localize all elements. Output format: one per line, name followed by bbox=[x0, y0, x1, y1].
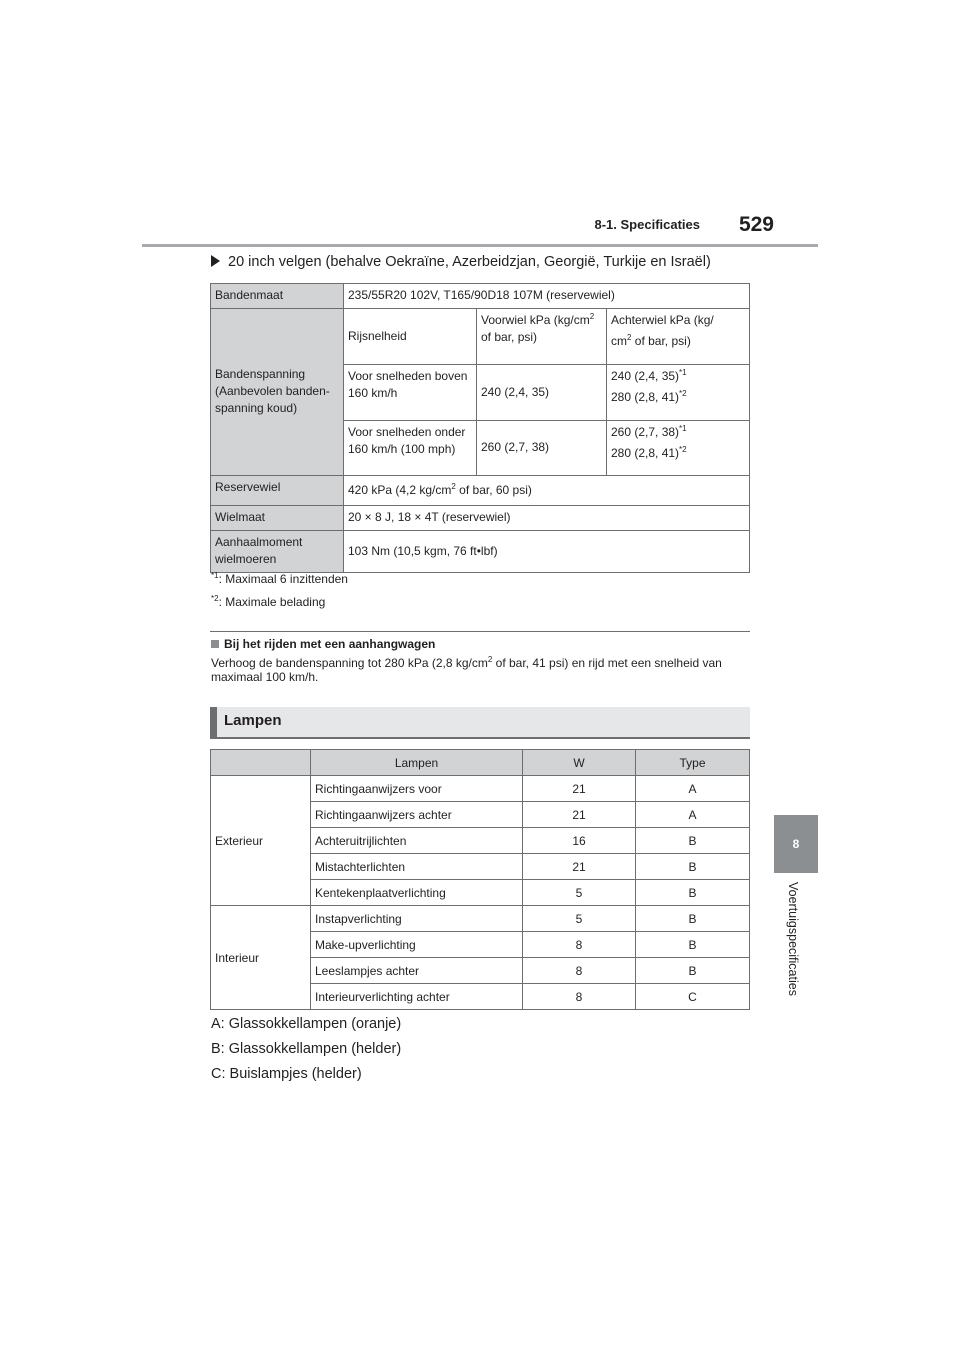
lamp-name: Richtingaanwijzers voor bbox=[311, 776, 523, 802]
superscript: 2 bbox=[451, 481, 456, 491]
torque-value: 103 Nm (10,5 kgm, 76 ft•lbf) bbox=[344, 531, 750, 573]
front-header-line: Voorwiel kPa (kg/cm bbox=[481, 313, 590, 327]
table-row bbox=[211, 776, 750, 802]
watt-column-header: W bbox=[523, 750, 636, 776]
lamps-heading bbox=[210, 707, 750, 739]
speed-line: Voor snelheden boven bbox=[348, 369, 468, 383]
tyre-size-label: Bandenmaat bbox=[211, 284, 344, 309]
footnote-mark: *1 bbox=[211, 571, 219, 580]
torque-label-line: Aanhaalmoment bbox=[215, 535, 303, 549]
footnote-mark: *2 bbox=[211, 594, 219, 603]
pressure-value: 280 (2,8, 41) bbox=[611, 446, 680, 460]
footnote-ref: *1 bbox=[679, 368, 687, 377]
footnote-ref: *2 bbox=[679, 445, 687, 454]
torque-label bbox=[211, 531, 344, 573]
trailer-text-part: Verhoog de bandenspanning tot 280 kPa (2,8 kg/cm bbox=[211, 656, 488, 670]
lamp-name: Achteruitrijlichten bbox=[311, 828, 523, 854]
superscript: 2 bbox=[487, 655, 493, 664]
pressure-value: 260 (2,7, 38) bbox=[611, 425, 680, 439]
lamp-name: Make-upverlichting bbox=[311, 932, 523, 958]
lamps-heading-text: Lampen bbox=[224, 712, 282, 729]
spare-value bbox=[344, 476, 750, 506]
lamp-type: B bbox=[636, 854, 750, 880]
lamp-name: Instapverlichting bbox=[311, 906, 523, 932]
chapter-number: 8 bbox=[792, 837, 800, 851]
tyre-subheading bbox=[211, 254, 711, 270]
front-header-line: of bar, psi) bbox=[481, 330, 538, 344]
lamp-watt: 5 bbox=[523, 906, 636, 932]
lamp-type: A bbox=[636, 802, 750, 828]
footnote-ref: *1 bbox=[679, 424, 687, 433]
footnote-1 bbox=[211, 572, 348, 586]
legend-b: B: Glassokkellampen (helder) bbox=[211, 1041, 402, 1057]
speed-line: Voor snelheden onder bbox=[348, 425, 466, 439]
page-number: 529 bbox=[738, 213, 774, 236]
table-row bbox=[211, 906, 750, 932]
lamp-name: Interieurverlichting achter bbox=[311, 984, 523, 1010]
rear-header-line: cm bbox=[611, 334, 627, 348]
superscript: 2 bbox=[627, 333, 632, 342]
lamp-watt: 21 bbox=[523, 854, 636, 880]
lamp-name: Kentekenplaatverlichting bbox=[311, 880, 523, 906]
footnote-text: : Maximale belading bbox=[218, 595, 326, 609]
empty-header-cell bbox=[211, 750, 311, 776]
spare-value-text: of bar, 60 psi) bbox=[455, 482, 532, 497]
table-row bbox=[211, 284, 750, 309]
speed-above-cell bbox=[344, 365, 477, 421]
tyre-subheading-text: 20 inch velgen (behalve Oekraïne, Azerbeidzjan, Georgië, Turkije en Israël) bbox=[228, 254, 711, 270]
heading-bar bbox=[210, 707, 217, 737]
table-row bbox=[211, 309, 750, 365]
superscript: 2 bbox=[589, 312, 595, 321]
lamp-type: B bbox=[636, 932, 750, 958]
pressure-value: 240 (2,4, 35) bbox=[611, 369, 680, 383]
lamp-watt: 21 bbox=[523, 776, 636, 802]
pressure-label-line: spanning koud) bbox=[215, 401, 298, 415]
spare-value-text: 420 kPa (4,2 kg/cm bbox=[348, 482, 452, 497]
section-title: 8-1. Specificaties bbox=[594, 217, 700, 232]
pressure-label-line: (Aanbevolen banden- bbox=[215, 384, 330, 398]
square-bullet-icon bbox=[211, 640, 219, 648]
trailer-text bbox=[211, 656, 751, 684]
spare-label: Reservewiel bbox=[211, 476, 344, 506]
front-pressure-below: 260 (2,7, 38) bbox=[477, 421, 607, 476]
rear-column-header bbox=[607, 309, 750, 365]
pressure-value: 280 (2,8, 41) bbox=[611, 390, 680, 404]
rear-header-line: of bar, psi) bbox=[631, 334, 691, 348]
footnote-2 bbox=[211, 595, 325, 609]
tyre-pressure-label bbox=[211, 309, 344, 476]
lamps-table bbox=[210, 749, 750, 1010]
front-pressure-above: 240 (2,4, 35) bbox=[477, 365, 607, 421]
tyre-spec-table bbox=[210, 283, 750, 573]
legend-a: A: Glassokkellampen (oranje) bbox=[211, 1016, 402, 1032]
table-row bbox=[211, 531, 750, 573]
footnote-text: : Maximaal 6 inzittenden bbox=[218, 572, 348, 586]
lamp-type: B bbox=[636, 880, 750, 906]
lamp-watt: 5 bbox=[523, 880, 636, 906]
lamps-column-header: Lampen bbox=[311, 750, 523, 776]
speed-column-header: Rijsnelheid bbox=[344, 309, 477, 365]
wheel-size-label: Wielmaat bbox=[211, 506, 344, 531]
lamp-name: Leeslampjes achter bbox=[311, 958, 523, 984]
wheel-size-value: 20 × 8 J, 18 × 4T (reservewiel) bbox=[344, 506, 750, 531]
lamp-watt: 16 bbox=[523, 828, 636, 854]
torque-label-line: wielmoeren bbox=[215, 552, 277, 566]
chapter-title: Voertuigspecificaties bbox=[786, 882, 800, 996]
speed-below-cell bbox=[344, 421, 477, 476]
table-header-row bbox=[211, 750, 750, 776]
footnote-ref: *2 bbox=[679, 389, 687, 398]
lamp-watt: 8 bbox=[523, 984, 636, 1010]
lamp-watt: 8 bbox=[523, 932, 636, 958]
lamp-type: B bbox=[636, 906, 750, 932]
chapter-tab bbox=[774, 815, 818, 873]
rear-pressure-below bbox=[607, 421, 750, 476]
trailer-title bbox=[211, 637, 435, 651]
lamp-watt: 21 bbox=[523, 802, 636, 828]
rear-pressure-above bbox=[607, 365, 750, 421]
front-column-header bbox=[477, 309, 607, 365]
lamp-type: A bbox=[636, 776, 750, 802]
lamp-type: B bbox=[636, 828, 750, 854]
trailer-text-part: of bar, 41 psi) en rijd met een snelheid van maximaal 100 km/h. bbox=[211, 656, 722, 684]
triangle-bullet-icon bbox=[211, 255, 220, 267]
speed-line: 160 km/h (100 mph) bbox=[348, 442, 456, 456]
lamp-type: C bbox=[636, 984, 750, 1010]
table-row bbox=[211, 506, 750, 531]
tyre-size-value: 235/55R20 102V, T165/90D18 107M (reservewiel) bbox=[344, 284, 750, 309]
lamp-name: Mistachterlichten bbox=[311, 854, 523, 880]
header-divider bbox=[142, 244, 818, 247]
pressure-label-line: Bandenspanning bbox=[215, 367, 306, 381]
trailer-title-text: Bij het rijden met een aanhangwagen bbox=[224, 637, 436, 651]
lamp-type: B bbox=[636, 958, 750, 984]
lamp-name: Richtingaanwijzers achter bbox=[311, 802, 523, 828]
legend-c: C: Buislampjes (helder) bbox=[211, 1066, 362, 1082]
exterior-group-label: Exterieur bbox=[211, 776, 311, 906]
interior-group-label: Interieur bbox=[211, 906, 311, 1010]
speed-line: 160 km/h bbox=[348, 386, 398, 400]
type-column-header: Type bbox=[636, 750, 750, 776]
table-row bbox=[211, 476, 750, 506]
lamp-watt: 8 bbox=[523, 958, 636, 984]
rear-header-line: Achterwiel kPa (kg/ bbox=[611, 313, 714, 327]
trailer-divider bbox=[210, 631, 750, 632]
